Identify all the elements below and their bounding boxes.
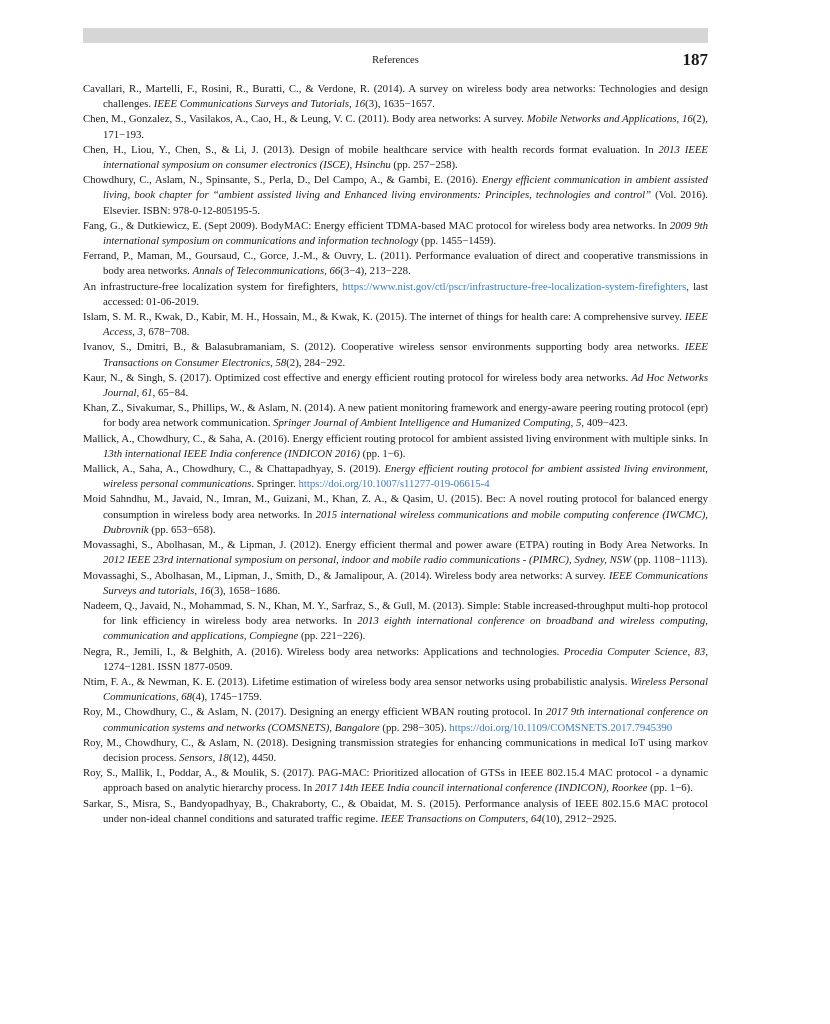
reference-text: Negra, R., Jemili, I., & Belghith, A. (2016). Wireless body area networks: Applications and technologies. <box>83 645 564 658</box>
reference-text: (pp. 257−258). <box>390 159 458 172</box>
reference-text: (12), 4450. <box>228 751 277 764</box>
reference-venue: Ad Hoc Networks Journal, 61 <box>103 371 709 400</box>
reference-text: (10), 2912−2925. <box>541 812 617 825</box>
reference-venue: IEEE Communications Surveys and tutorials, 16 <box>103 569 708 597</box>
reference-entry <box>83 371 708 401</box>
reference-text: (2), 284−292. <box>286 356 346 369</box>
reference-venue: IEEE Transactions on Consumer Electronics, 58 <box>103 341 708 369</box>
reference-text: , 1274−1281. ISSN 1877-0509. <box>103 645 708 673</box>
running-title: References <box>372 55 419 66</box>
header-bar <box>83 28 708 43</box>
reference-text: (3), 1635−1657. <box>365 98 435 111</box>
reference-entry <box>83 432 708 462</box>
reference-text: , 678−708. <box>143 326 190 339</box>
reference-venue: Annals of Telecommunications, 66 <box>192 265 341 278</box>
reference-text: (pp. 1−6). <box>359 447 406 460</box>
reference-text: Khan, Z., Sivakumar, S., Phillips, W., & Aslam, N. (2014). A new patient monitoring framework and energy-aware peering routing protocol (epr) for body area network communication. <box>83 402 708 430</box>
reference-text: Ivanov, S., Dmitri, B., & Balasubramaniam, S. (2012). Cooperative wireless sensor environments supporting body area networks. <box>83 341 685 354</box>
reference-venue: 2013 IEEE international symposium on consumer electronics (ISCE), Hsinchu <box>103 143 708 172</box>
reference-venue: 2009 9th international symposium on communications and information technology <box>103 219 708 248</box>
reference-text: (3−4), 213−228. <box>340 265 411 278</box>
reference-entry <box>83 766 708 796</box>
reference-venue: Energy efficient routing protocol for ambient assisted living environment, wireless personal communications <box>103 463 708 491</box>
reference-text: Sarkar, S., Misra, S., Bandyopadhyay, B., Chakraborty, C., & Obaidat, M. S. (2015). Performance analysis of IEEE 802.15.6 MAC protocol under non-ideal channel conditions and saturated traffic regime. <box>83 797 708 825</box>
reference-venue: Sensors, 18 <box>179 751 229 764</box>
reference-venue: 2013 eighth international conference on broadband and wireless computing, communication and applications, Compiegne <box>103 615 708 643</box>
reference-text: Ntim, F. A., & Newman, K. E. (2013). Lifetime estimation of wireless body area sensor networks using probabilistic analysis. <box>83 675 631 688</box>
reference-text: (pp. 221−226). <box>298 630 366 643</box>
reference-text: (pp. 653−658). <box>148 523 216 536</box>
reference-venue: Wireless Personal Communications, 68 <box>103 675 708 704</box>
reference-venue: 2015 international wireless communications and mobile computing conference (IWCMC), Dubrovnik <box>103 508 708 536</box>
reference-link[interactable]: https://doi.org/10.1007/s11277-019-06615-4 <box>298 478 490 491</box>
reference-entry <box>83 797 708 827</box>
reference-text: (pp. 1108−1113). <box>631 554 708 567</box>
reference-text: Nadeem, Q., Javaid, N., Mohammad, S. N., Khan, M. Y., Sarfraz, S., & Gull, M. (2013). Simple: Stable increased-throughput multi-hop protocol for link efficiency in wireless body area networks. In <box>83 599 708 628</box>
reference-venue: IEEE Access, 3 <box>103 311 708 339</box>
reference-text: (4), 1745−1759. <box>192 691 262 704</box>
reference-text: Chowdhury, C., Aslam, N., Spinsante, S., Perla, D., Del Campo, A., & Gambi, E. (2016). <box>83 174 482 187</box>
reference-entry <box>83 705 708 735</box>
reference-text: Mallick, A., Chowdhury, C., & Saha, A. (2016). Energy efficient routing protocol for ambient assisted living environment with multiple sinks. In <box>83 432 708 445</box>
reference-text: (Vol. 2016). Elsevier. ISBN: 978-0-12-805195-5. <box>103 189 708 217</box>
reference-list <box>83 82 708 827</box>
reference-text: Roy, M., Chowdhury, C., & Aslam, N. (2017). Designing an energy efficient WBAN routing protocol. In <box>83 706 547 719</box>
reference-text: , 409−423. <box>581 417 628 430</box>
reference-text: . Springer. <box>251 478 299 491</box>
reference-text: Roy, S., Mallik, I., Poddar, A., & Moulik, S. (2017). PAG-MAC: Prioritized allocation of GTSs in IEEE 802.15.4 MAC protocol - a dynamic approach based on analytic hierarchy process. In <box>83 767 708 795</box>
reference-text: Roy, M., Chowdhury, C., & Aslam, N. (2018). Designing transmission strategies for enhancing communications in medical IoT using markov decision process. <box>83 736 708 764</box>
reference-entry <box>83 143 708 173</box>
reference-entry <box>83 736 708 766</box>
reference-entry <box>83 340 708 370</box>
reference-text: Chen, M., Gonzalez, S., Vasilakos, A., Cao, H., & Leung, V. C. (2011). Body area networks: A survey. <box>83 113 527 126</box>
reference-venue: Energy efficient communication in ambient assisted living, book chapter for “ambient assisted living and Enhanced living environments: Principles, technologies and control” <box>103 174 708 202</box>
reference-text: Ferrand, P., Maman, M., Goursaud, C., Gorce, J.-M., & Ouvry, L. (2011). Performance evaluation of direct and cooperative transmissions in body area networks. <box>83 250 708 278</box>
reference-entry <box>83 462 708 492</box>
reference-venue: 2017 9th international conference on communication systems and networks (COMSNETS), Bangalore <box>103 706 708 734</box>
reference-entry <box>83 112 708 142</box>
reference-venue: Springer Journal of Ambient Intelligence and Humanized Computing, 5 <box>273 417 582 430</box>
reference-text: Mallick, A., Saha, A., Chowdhury, C., & Chattapadhyay, S. (2019). <box>83 463 385 476</box>
page-number: 187 <box>682 50 708 69</box>
reference-entry <box>83 173 708 219</box>
reference-venue: IEEE Transactions on Computers, 64 <box>380 812 542 825</box>
reference-entry <box>83 82 708 112</box>
reference-venue: Mobile Networks and Applications, 16 <box>526 113 693 126</box>
reference-text: Cavallari, R., Martelli, F., Rosini, R., Buratti, C., & Verdone, R. (2014). A survey on wireless body area networks: Technologies and design challenges. <box>83 83 708 111</box>
reference-text: (2), 171−193. <box>103 113 708 141</box>
reference-entry <box>83 569 708 599</box>
reference-entry <box>83 492 708 538</box>
reference-entry <box>83 280 708 310</box>
reference-link[interactable]: https://doi.org/10.1109/COMSNETS.2017.7945390 <box>449 721 673 734</box>
reference-entry <box>83 219 708 249</box>
reference-text: (pp. 1455−1459). <box>418 235 497 248</box>
reference-text: Movassaghi, S., Abolhasan, M., & Lipman, J. (2012). Energy efficient thermal and power aware (ETPA) routing in Body Area Networks. In <box>83 539 708 552</box>
reference-text: , last accessed: 01-06-2019. <box>103 280 708 308</box>
reference-entry <box>83 645 708 675</box>
reference-entry <box>83 675 708 705</box>
reference-entry <box>83 599 708 645</box>
reference-text: (3), 1658−1686. <box>210 584 281 597</box>
reference-text: Islam, S. M. R., Kwak, D., Kabir, M. H., Hossain, M., & Kwak, K. (2015). The internet of things for health care: A comprehensive survey. <box>83 311 685 324</box>
reference-entry <box>83 401 708 431</box>
reference-text: Kaur, N., & Singh, S. (2017). Optimized cost effective and energy efficient routing protocol for wireless body area networks. <box>83 371 632 384</box>
reference-text: Movassaghi, S., Abolhasan, M., Lipman, J., Smith, D., & Jamalipour, A. (2014). Wireless body area networks: A survey. <box>83 569 609 582</box>
reference-entry <box>83 310 708 340</box>
reference-text: An infrastructure-free localization system for firefighters, <box>83 280 343 293</box>
reference-venue: IEEE Communications Surveys and Tutorials, 16 <box>153 98 366 111</box>
reference-entry <box>83 249 708 279</box>
running-head <box>83 50 708 72</box>
reference-text: Fang, G., & Dutkiewicz, E. (Sept 2009). BodyMAC: Energy efficient TDMA-based MAC protocol for wireless body area networks. In <box>83 219 670 232</box>
reference-venue: Procedia Computer Science, 83 <box>563 645 706 658</box>
reference-venue: 2017 14th IEEE India council international conference (INDICON), Roorkee <box>314 782 648 795</box>
reference-entry <box>83 538 708 568</box>
reference-text: , 65−84. <box>152 387 189 400</box>
reference-venue: 2012 IEEE 23rd international symposium on personal, indoor and mobile radio communications - (PIMRC), Sydney, NSW <box>103 554 632 567</box>
reference-text: Moid Sahndhu, M., Javaid, N., Imran, M., Guizani, M., Khan, Z. A., & Qasim, U. (2015). Bec: A novel routing protocol for balanced energy consumption in wireless body area networks. In <box>83 493 708 521</box>
reference-venue: 13th international IEEE India conference (INDICON 2016) <box>103 447 360 460</box>
reference-link[interactable]: https://www.nist.gov/ctl/pscr/infrastructure-free-localization-system-firefighters <box>342 280 687 293</box>
reference-text: (pp. 1−6). <box>647 782 693 795</box>
reference-text: (pp. 298−305). <box>379 721 450 734</box>
reference-text: Chen, H., Liou, Y., Chen, S., & Li, J. (2013). Design of mobile healthcare service with health records format evaluation. In <box>83 143 659 156</box>
